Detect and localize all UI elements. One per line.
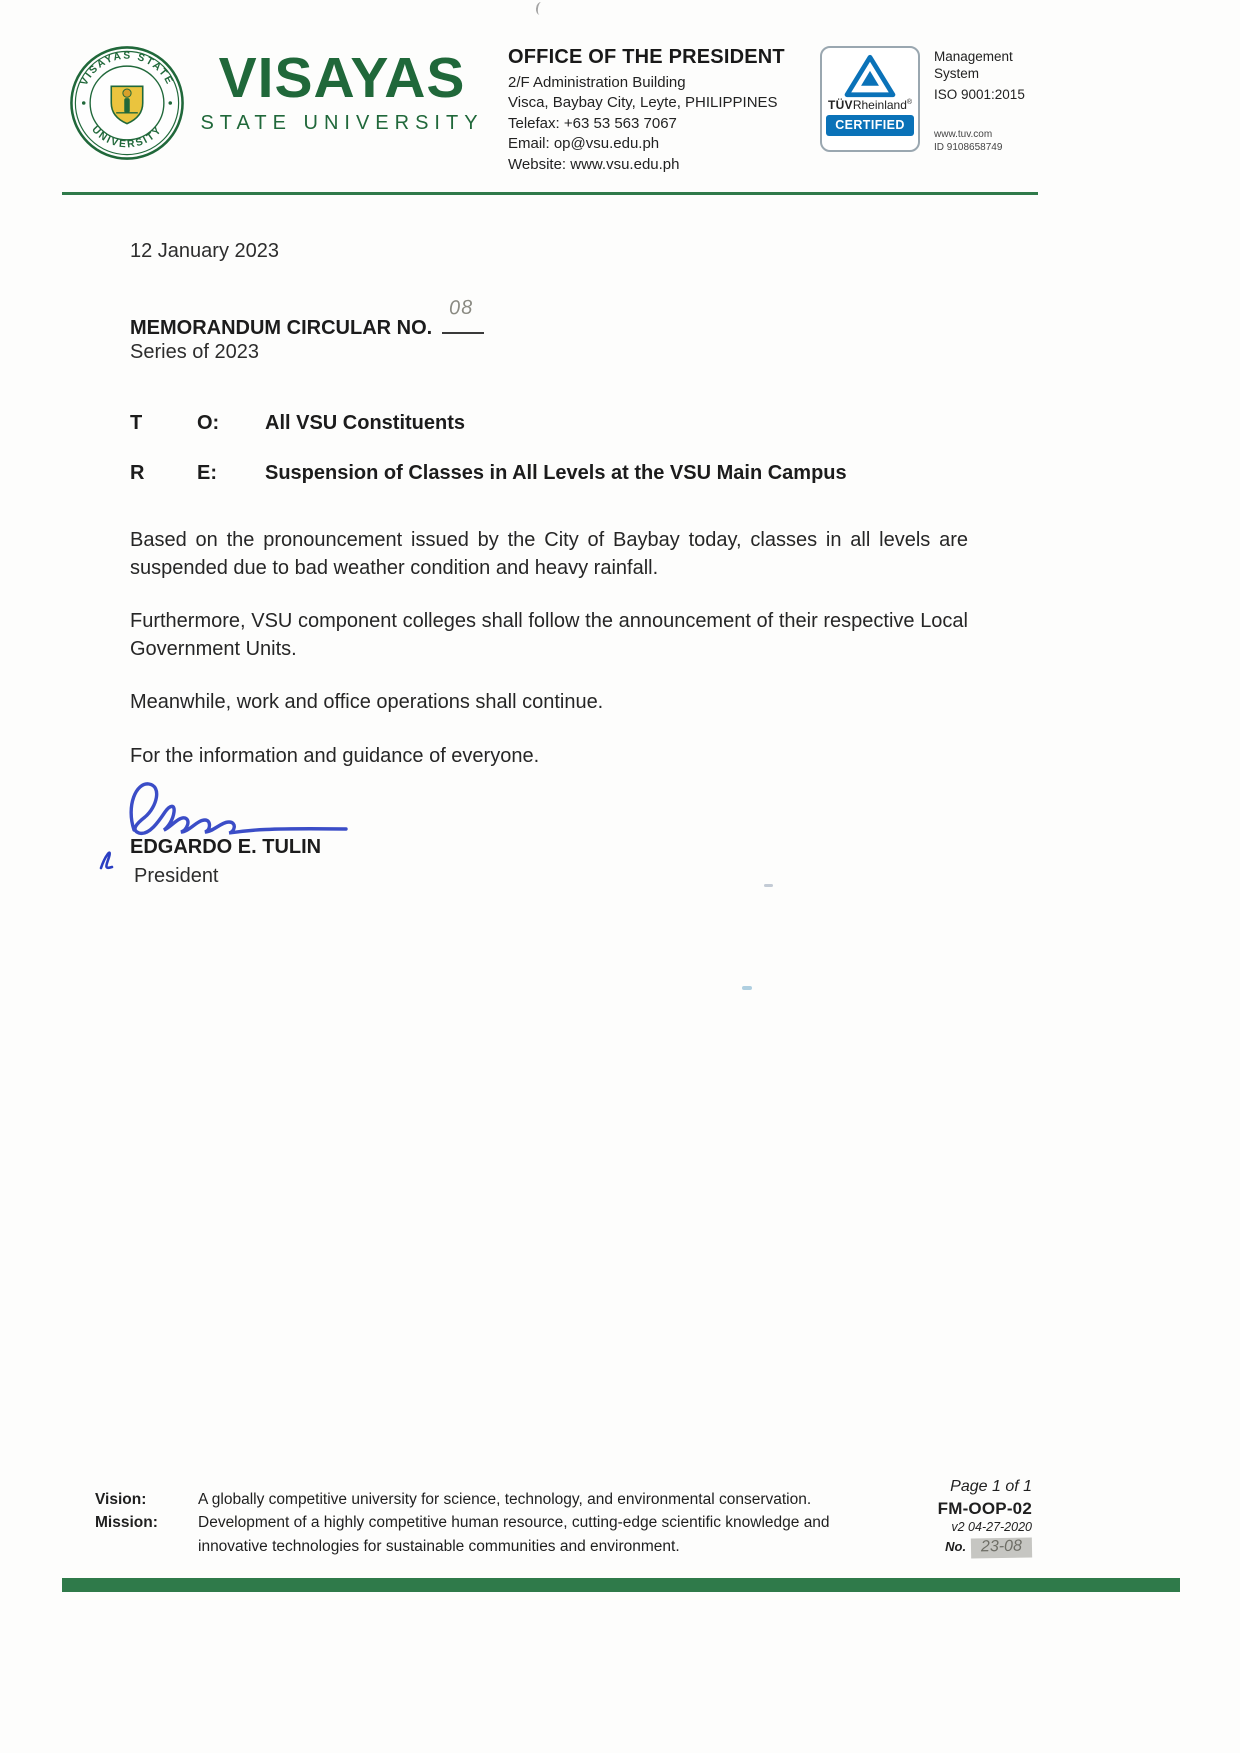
- memo-number-line: [130, 296, 484, 340]
- tuv-certification: [820, 46, 1025, 155]
- memo-series: Series of 2023: [130, 341, 259, 363]
- memo-number-handwritten: 08: [448, 296, 474, 320]
- form-meta-block: [802, 1478, 1032, 1558]
- form-version: v2 04-27-2020: [951, 1520, 1032, 1534]
- signatory-name: EDGARDO E. TULIN: [130, 836, 322, 858]
- seal-bottom-text: UNIVERSITY: [89, 124, 165, 151]
- memo-paragraph: Meanwhile, work and office operations shall continue.: [130, 691, 604, 714]
- form-no-label: No.: [945, 1539, 967, 1554]
- office-email-line: Email: op@vsu.edu.ph: [508, 135, 660, 153]
- seal-top-text: VISAYAS STATE: [78, 50, 176, 88]
- memo-date: 12 January 2023: [130, 240, 280, 262]
- signatory-title: President: [134, 865, 219, 887]
- pen-mark-icon: [96, 842, 120, 874]
- tuv-badge: [820, 46, 920, 152]
- iso-label: ISO 9001:2015: [934, 86, 1025, 102]
- to-key-t: T: [130, 412, 143, 434]
- cert-text-block: [934, 46, 1025, 155]
- office-website-line: Website: www.vsu.edu.ph: [508, 155, 680, 173]
- university-brand: [194, 46, 490, 135]
- mission-label: Mission:: [95, 1514, 158, 1532]
- form-number-line: [802, 1538, 1032, 1558]
- memo-paragraphs: [130, 527, 968, 797]
- form-no-handwritten: 23-08: [971, 1537, 1032, 1558]
- mission-text: Development of a highly competitive human resource, cutting-edge scientific knowledge and innovative technologies for sustainable communities and environment.: [198, 1514, 830, 1555]
- signature-block: [130, 772, 550, 902]
- memo-paragraph: For the information and guidance of everyone.: [130, 744, 540, 767]
- office-title: OFFICE OF THE PRESIDENT: [508, 46, 785, 68]
- vsu-seal: [68, 44, 186, 162]
- vision-mission-block: [95, 1488, 842, 1558]
- system-line: System: [934, 65, 980, 81]
- registered-mark: ®: [906, 99, 913, 106]
- to-value: All VSU Constituents: [265, 412, 466, 434]
- tuv-fineprint: [934, 128, 1025, 155]
- to-key-o: O:: [197, 412, 220, 434]
- tuv-logo-icon: [842, 53, 898, 99]
- page-indicator: Page 1 of 1: [950, 1478, 1032, 1495]
- form-code: FM-OOP-02: [937, 1499, 1032, 1518]
- scan-artifact: [742, 986, 752, 990]
- re-value: Suspension of Classes in All Levels at the VSU Main Campus: [265, 462, 847, 484]
- university-name: VISAYAS: [218, 46, 466, 110]
- tuv-brand: [828, 99, 912, 111]
- vision-label: Vision:: [95, 1491, 147, 1508]
- re-key-e: E:: [197, 462, 217, 484]
- office-address-line: 2/F Administration Building: [508, 74, 686, 91]
- header-divider: [62, 192, 1038, 195]
- office-telefax-line: Telefax: +63 53 563 7067: [508, 114, 677, 132]
- scan-artifact: [535, 1, 546, 15]
- memo-number-blank: [442, 296, 484, 334]
- memo-to-row: [130, 412, 465, 435]
- scan-artifact: [764, 884, 773, 887]
- re-key-r: R: [130, 462, 145, 484]
- memo-paragraph: Based on the pronouncement issued by the City of Baybay today, classes in all levels are suspended due to bad weather condition and heavy rainfall.: [130, 529, 968, 579]
- memo-label: MEMORANDUM CIRCULAR NO.: [130, 317, 433, 339]
- tuv-brand-bold: TÜV: [827, 98, 853, 112]
- tuv-brand-rest: Rheinland: [852, 98, 907, 112]
- memo-paragraph: Furthermore, VSU component colleges shall follow the announcement of their respective Local Government Units.: [130, 610, 968, 660]
- tuv-website: www.tuv.com: [934, 128, 993, 140]
- office-address-line: Visca, Baybay City, Leyte, PHILIPPINES: [508, 94, 778, 112]
- university-subtitle: STATE UNIVERSITY: [200, 112, 484, 134]
- vision-text: A globally competitive university for science, technology, and environmental conservation.: [198, 1491, 812, 1508]
- footer-bar: [62, 1578, 1180, 1592]
- certified-banner: CERTIFIED: [826, 115, 914, 136]
- management-line: Management: [934, 49, 1013, 64]
- memo-re-row: [130, 462, 847, 485]
- tuv-cert-id: ID 9108658749: [934, 142, 1003, 154]
- office-block: [508, 46, 785, 175]
